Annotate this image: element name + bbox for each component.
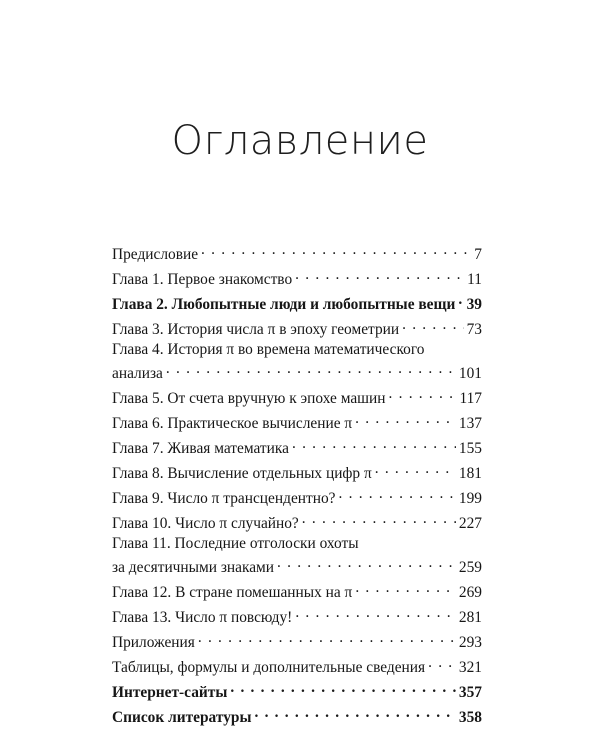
dot-leader	[277, 553, 456, 572]
dot-leader	[375, 459, 456, 478]
toc-entry-chapter-11[interactable]	[112, 534, 482, 576]
toc-entry-label: Глава 13. Число π повсюду!	[112, 609, 293, 626]
toc-entry-page: 39	[466, 296, 482, 313]
toc-entry-page: 293	[458, 634, 482, 651]
toc-entry-page: 73	[466, 321, 482, 338]
dot-leader	[355, 578, 456, 597]
toc-entry-appendices[interactable]	[112, 628, 482, 651]
toc-entry-label: анализа	[112, 365, 163, 382]
toc-entry-chapter-6[interactable]	[112, 409, 482, 432]
dot-leader	[402, 315, 464, 334]
dot-leader	[295, 603, 456, 622]
toc-entry-label-line1: Глава 11. Последние отголоски охоты	[112, 535, 359, 552]
toc-entry-page: 259	[458, 559, 482, 576]
toc-entry-label: Глава 3. История числа π в эпоху геометрии	[112, 321, 400, 338]
toc-entry-label: Предисловие	[112, 246, 199, 263]
dot-leader	[389, 384, 457, 403]
dot-leader	[292, 434, 456, 453]
toc-entry-page: 321	[458, 659, 482, 676]
toc-entry-label: Глава 12. В стране помешанных на π	[112, 584, 353, 601]
dot-leader	[198, 628, 456, 647]
dot-leader	[201, 240, 471, 259]
dot-leader	[295, 265, 464, 284]
dot-leader	[428, 653, 456, 672]
toc-entry-chapter-4[interactable]	[112, 340, 482, 382]
toc-entry-bibliography[interactable]	[112, 703, 482, 726]
toc-entry-label: Таблицы, формулы и дополнительные сведения	[112, 659, 426, 676]
toc-entry-label: Глава 8. Вычисление отдельных цифр π	[112, 465, 372, 482]
dot-leader	[355, 409, 456, 428]
toc-entry-label: Глава 10. Число π случайно?	[112, 515, 299, 532]
toc-entry-tables[interactable]	[112, 653, 482, 676]
toc-entry-label-line1: Глава 4. История π во времена математического	[112, 341, 425, 358]
toc-entry-label: Приложения	[112, 634, 195, 651]
toc-entry-page: 11	[467, 271, 482, 288]
toc-entry-page: 227	[458, 515, 482, 532]
toc-entry-chapter-9[interactable]	[112, 484, 482, 507]
toc-entry-chapter-8[interactable]	[112, 459, 482, 482]
toc-entry-page: 357	[458, 684, 482, 701]
page-title: Оглавление	[171, 118, 429, 164]
dot-leader	[230, 678, 456, 697]
toc-entry-websites[interactable]	[112, 678, 482, 701]
toc-entry-label: Список литературы	[112, 709, 252, 726]
toc-entry-label: Глава 9. Число π трансцендентно?	[112, 490, 336, 507]
toc-entry-label: Глава 1. Первое знакомство	[112, 271, 293, 288]
toc-entry-page: 155	[458, 440, 482, 457]
toc-entry-label: Глава 6. Практическое вычисление π	[112, 415, 353, 432]
toc-entry-preface[interactable]	[112, 240, 482, 263]
toc-entry-page: 117	[459, 390, 482, 407]
table-of-contents	[112, 240, 482, 728]
dot-leader	[166, 359, 456, 378]
toc-entry-chapter-2[interactable]	[112, 290, 482, 313]
toc-entry-page: 7	[474, 246, 482, 263]
toc-entry-chapter-10[interactable]	[112, 509, 482, 532]
toc-entry-label: за десятичными знаками	[112, 559, 275, 576]
toc-entry-chapter-7[interactable]	[112, 434, 482, 457]
toc-entry-page: 181	[458, 465, 482, 482]
toc-entry-label: Глава 2. Любопытные люди и любопытные вещи	[112, 296, 456, 313]
toc-entry-page: 281	[458, 609, 482, 626]
dot-leader	[339, 484, 456, 503]
dot-leader	[458, 290, 463, 309]
toc-entry-chapter-13[interactable]	[112, 603, 482, 626]
toc-entry-chapter-3[interactable]	[112, 315, 482, 338]
toc-entry-chapter-12[interactable]	[112, 578, 482, 601]
toc-entry-chapter-1[interactable]	[112, 265, 482, 288]
toc-entry-label: Глава 7. Живая математика	[112, 440, 289, 457]
toc-entry-label: Глава 5. От счета вручную к эпохе машин	[112, 390, 386, 407]
dot-leader	[302, 509, 456, 528]
toc-entry-page: 269	[458, 584, 482, 601]
toc-entry-chapter-5[interactable]	[112, 384, 482, 407]
toc-entry-page: 101	[458, 365, 482, 382]
toc-entry-page: 199	[458, 490, 482, 507]
toc-entry-page: 137	[458, 415, 482, 432]
dot-leader	[254, 703, 455, 722]
toc-entry-label: Интернет-сайты	[112, 684, 228, 701]
toc-entry-page: 358	[458, 709, 482, 726]
